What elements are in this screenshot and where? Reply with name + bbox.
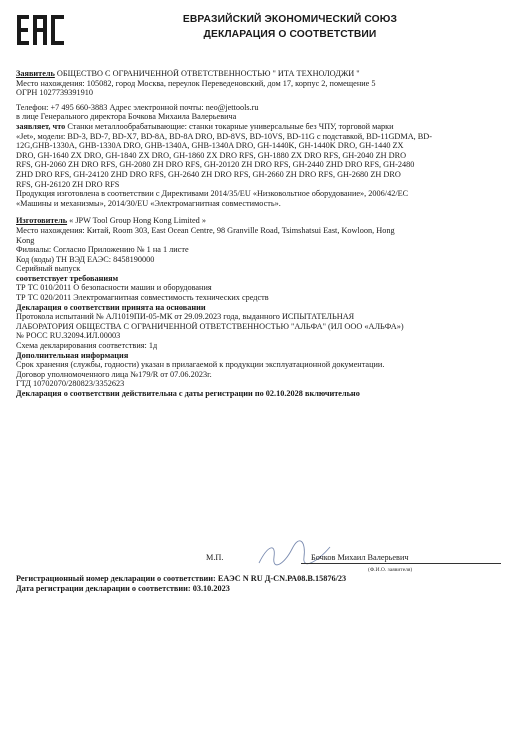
declares-label: заявляет, что <box>16 121 66 131</box>
applicant-address: 105082, город Москва, переулок Переведеновский, дом 17, корпус 2, помещение 5 <box>86 78 376 88</box>
declaration-body <box>16 69 503 399</box>
validity-statement: Декларация о соответствии действительна с даты регистрации по 02.10.2028 включительно <box>16 389 360 398</box>
basis-line: № РОСС RU.32094.ИЛ.00003 <box>16 331 121 341</box>
directives-line: Продукция изготовлена в соответствии с Директивами 2014/35/EU «Низковольтное оборудование», 2006/42/EC <box>16 189 409 199</box>
product-line: RFS, GH-2060 ZH DRO RFS, GH-2080 ZH DRO RFS, GH-20120 ZH DRO RFS, GH-2440 ZHD DRO RFS, GH-2480 <box>16 160 415 170</box>
applicant-label: Заявитель <box>16 69 55 78</box>
product-line: 12G,GHB-1330A, GHB-1330A DRO, GHB-1340A, GHB-1340A DRO, GH-1440K, GH-1440K DRO, GH-1440 ZX <box>16 141 404 151</box>
manufacturer-line <box>16 216 503 226</box>
product-line: RFS, GH-26120 ZH DRO RFS <box>16 179 120 189</box>
requirements-label: соответствует требованиям <box>16 273 119 283</box>
declaration-scheme: Схема декларирования соответствия: 1д <box>16 341 158 351</box>
document-header <box>80 12 500 42</box>
registration-number-label: Регистрационный номер декларации о соответствии: <box>16 574 216 583</box>
product-line: «Jet», модели: BD-3, BD-7, BD-X7, BD-8A, BD-8A DRO, BD-8VS, BD-10VS, BD-11G с подставкой, BD-11GDMA, BD- <box>16 131 432 141</box>
applicant-address-line <box>16 79 503 89</box>
stamp-place-label: М.П. <box>206 553 224 562</box>
additional-info-line: Срок хранения (службы, годности) указан в прилагаемой к продукции эксплуатационной документации. <box>16 360 385 370</box>
registration-date: 03.10.2023 <box>192 584 230 593</box>
manufacturer-label: Изготовитель <box>16 216 68 226</box>
applicant-contacts: Телефон: +7 495 660-3883 Адрес электронной почты: neo@jettools.ru <box>16 102 259 112</box>
additional-info-line: Договор уполномоченного лица №179/R от 07.06.2023г. <box>16 369 212 379</box>
manufacturer-address: Место нахождения: Китай, Room 303, East Ocean Centre, 98 Granville Road, Tsimshatsui East, Kowloon, Hong <box>16 225 395 235</box>
tn-ved-code: Код (коды) ТН ВЭД ЕАЭС: 8458190000 <box>16 254 155 264</box>
registration-info <box>16 574 503 594</box>
release-type: Серийный выпуск <box>16 264 81 274</box>
applicant-name: ОБЩЕСТВО С ОГРАНИЧЕННОЙ ОТВЕТСТВЕННОСТЬЮ " ИТА ТЕХНОЛОДЖИ " <box>56 69 360 78</box>
declares-line-1 <box>16 122 503 132</box>
applicant-line <box>16 69 503 79</box>
requirement-item: ТР ТС 010/2011 О безопасности машин и оборудования <box>16 283 212 293</box>
additional-info-line: ГТД 10702070/280823/3352623 <box>16 379 125 389</box>
requirement-item: ТР ТС 020/2011 Электромагнитная совместимость технических средств <box>16 293 269 303</box>
manufacturer-address: Kong <box>16 235 35 245</box>
product-line: ZHD DRO RFS, GH-24120 ZHD DRO RFS, GH-2640 ZH DRO RFS, GH-2660 ZH DRO RFS, GH-2680 ZH DRO <box>16 169 401 179</box>
registration-number-line <box>16 574 503 584</box>
signer-name: Бочков Михаил Валерьевич <box>311 553 409 562</box>
registration-date-line <box>16 584 503 594</box>
applicant-representative: в лице Генерального директора Бочкова Михаила Валерьевича <box>16 112 237 122</box>
registration-number: ЕАЭС N RU Д-CN.РА08.В.15876/23 <box>217 574 347 583</box>
manufacturer-name: « JPW Tool Group Hong Kong Limited » <box>69 216 206 226</box>
declaration-title: ДЕКЛАРАЦИЯ О СООТВЕТСТВИИ <box>203 29 377 40</box>
applicant-ogrn: ОГРН 1027739391910 <box>16 88 93 98</box>
union-title: ЕВРАЗИЙСКИЙ ЭКОНОМИЧЕСКИЙ СОЮЗ <box>182 14 398 25</box>
additional-info-label: Дополнительная информация <box>16 350 129 360</box>
signer-caption: (Ф.И.О. заявителя) <box>368 567 413 573</box>
directives-line: «Машины и механизмы», 2014/30/EU «Электромагнитная совместимость». <box>16 198 281 208</box>
product-line: Станки металлообрабатывающие: станки токарные универсальные без ЧПУ, торговой марки <box>67 121 394 131</box>
product-line: DRO, GH-1640 ZX DRO, GH-1840 ZX DRO, GH-1860 ZX DRO RFS, GH-1880 ZX DRO RFS, GH-2040 ZH DRO <box>16 150 407 160</box>
registration-date-label: Дата регистрации декларации о соответствии: <box>16 584 191 593</box>
basis-label: Декларация о соответствии принята на основании <box>16 302 206 312</box>
signature-line <box>301 563 501 564</box>
applicant-address-label: Место нахождения: <box>16 78 85 88</box>
branches-line: Филиалы: Согласно Приложению № 1 на 1 листе <box>16 245 189 255</box>
basis-line: ЛАБОРАТОРИЯ ОБЩЕСТВА С ОГРАНИЧЕННОЙ ОТВЕТСТВЕННОСТЬЮ "АЛЬФА" (ИЛ ООО «АЛЬФА») <box>16 321 404 331</box>
basis-line: Протокола испытаний № АЛ1019ПИ-05-МК от 29.09.2023 года, выданного ИСПЫТАТЕЛЬНАЯ <box>16 312 355 322</box>
eac-logo <box>16 14 66 46</box>
